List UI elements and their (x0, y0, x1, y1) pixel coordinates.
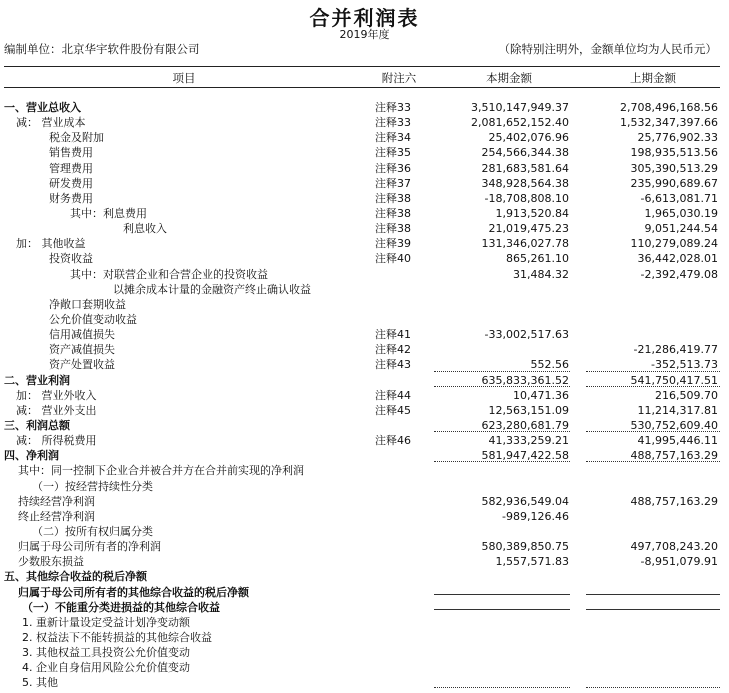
row-previous-amount: 25,776,902.33 (637, 131, 718, 145)
row-label: 2. 权益法下不能转损益的其他综合收益 (22, 630, 212, 644)
row-note-ref: 注释38 (375, 222, 411, 236)
table-row (0, 585, 729, 600)
row-label: 二、营业利润 (4, 373, 70, 387)
row-label: 3. 其他权益工具投资公允价值变动 (22, 646, 190, 660)
row-current-amount: 41,333,259.21 (488, 434, 569, 448)
row-note-ref: 注释38 (375, 206, 411, 220)
row-previous-amount: 36,442,028.01 (637, 252, 718, 266)
row-label: 净敞口套期收益 (49, 297, 126, 311)
row-current-amount: 131,346,027.78 (481, 237, 569, 251)
statement-title: 合并利润表 (309, 6, 420, 30)
row-label: 持续经营净利润 (18, 494, 95, 508)
table-row (0, 509, 729, 524)
row-label: 4. 企业自身信用风险公允价值变动 (22, 661, 190, 675)
row-current-amount: 581,947,422.58 (481, 449, 569, 463)
row-previous-amount: 305,390,513.29 (630, 161, 718, 175)
table-row (0, 327, 729, 342)
row-label: 其中：利息费用 (70, 206, 147, 220)
row-previous-amount: 11,214,317.81 (637, 403, 718, 417)
row-note-ref: 注释33 (375, 101, 411, 114)
row-note-ref: 注释35 (375, 146, 411, 160)
row-label: 资产处置收益 (49, 358, 115, 372)
header-bottom-rule (4, 87, 720, 88)
row-label: 减： 所得税费用 (16, 434, 97, 448)
column-header-previous: 上期金额 (630, 71, 676, 85)
blank-line-previous-1 (586, 594, 720, 595)
row-previous-amount: 235,990,689.67 (630, 176, 718, 190)
table-row (0, 660, 729, 675)
column-header-current: 本期金额 (486, 71, 532, 85)
table-row (0, 569, 729, 584)
statement-year: 2019年度 (339, 28, 390, 41)
table-row (0, 221, 729, 236)
row-current-amount: 552.56 (530, 358, 569, 372)
header-top-rule (4, 66, 720, 67)
table-row (0, 100, 729, 115)
operating-profit-rule-current (434, 386, 570, 387)
currency-note: （除特别注明外，金额单位均为人民币元） (498, 42, 717, 56)
row-label: 加： 营业外收入 (16, 388, 97, 402)
row-label: 以摊余成本计量的金融资产终止确认收益 (113, 282, 311, 296)
row-current-amount: 25,402,076.96 (488, 131, 569, 145)
row-label: 少数股东损益 (18, 555, 84, 569)
table-row (0, 388, 729, 403)
row-previous-amount: 488,757,163.29 (630, 449, 718, 463)
table-row (0, 282, 729, 297)
row-note-ref: 注释46 (375, 434, 411, 448)
table-row (0, 342, 729, 357)
income-statement-table (0, 100, 729, 690)
row-current-amount: 865,261.10 (506, 252, 569, 266)
column-header-item: 项目 (172, 71, 196, 85)
row-label: 五、其他综合收益的税后净额 (4, 570, 147, 584)
table-row (0, 554, 729, 569)
table-row (0, 145, 729, 160)
column-header-ref: 附注六 (381, 71, 417, 85)
row-label: 加： 其他收益 (16, 237, 86, 251)
table-row (0, 433, 729, 448)
table-row (0, 267, 729, 282)
bottom-rule-previous (586, 687, 720, 688)
row-current-amount: 281,683,581.64 (481, 161, 569, 175)
row-current-amount: 31,484.32 (513, 267, 569, 281)
table-row (0, 675, 729, 690)
row-note-ref: 注释43 (375, 358, 411, 372)
row-label: 减： 营业外支出 (16, 403, 97, 417)
row-note-ref: 注释39 (375, 237, 411, 251)
row-note-ref: 注释41 (375, 328, 411, 342)
row-previous-amount: -352,513.73 (651, 358, 718, 372)
row-current-amount: 254,566,344.38 (481, 146, 569, 160)
row-note-ref: 注释42 (375, 343, 411, 357)
table-row (0, 630, 729, 645)
row-previous-amount: 497,708,243.20 (630, 540, 718, 554)
table-row (0, 130, 729, 145)
row-previous-amount: 541,750,417.51 (630, 373, 718, 387)
row-current-amount: -18,708,808.10 (484, 191, 569, 205)
row-label: （一）按经营持续性分类 (32, 479, 153, 493)
row-current-amount: 623,280,681.79 (481, 418, 569, 432)
row-previous-amount: 110,279,089.24 (630, 237, 718, 251)
row-label: 减： 营业成本 (16, 116, 86, 130)
row-label: 管理费用 (49, 161, 93, 175)
row-label: 三、利润总额 (4, 418, 70, 432)
row-note-ref: 注释45 (375, 403, 411, 417)
row-label: 其中：对联营企业和合营企业的投资收益 (70, 267, 268, 281)
row-note-ref: 注释38 (375, 191, 411, 205)
row-note-ref: 注释34 (375, 131, 411, 145)
row-label: 财务费用 (49, 191, 93, 205)
row-current-amount: 635,833,361.52 (481, 373, 569, 387)
row-label: 资产减值损失 (49, 343, 115, 357)
row-label: 终止经营净利润 (18, 509, 95, 523)
row-note-ref: 注释36 (375, 161, 411, 175)
table-row (0, 539, 729, 554)
expense-rule-previous (586, 431, 720, 432)
table-row (0, 479, 729, 494)
table-row (0, 600, 729, 615)
row-current-amount: 348,928,564.38 (481, 176, 569, 190)
table-row (0, 463, 729, 478)
row-label: 其中：同一控制下企业合并被合并方在合并前实现的净利润 (18, 464, 304, 478)
row-label: 一、营业总收入 (4, 101, 81, 114)
row-previous-amount: 216,509.70 (655, 388, 718, 402)
row-current-amount: 12,563,151.09 (488, 403, 569, 417)
table-row (0, 615, 729, 630)
operating-profit-rule-previous (586, 386, 720, 387)
row-label: （一）不能重分类进损益的其他综合收益 (22, 600, 220, 614)
row-previous-amount: -2,392,479.08 (640, 267, 718, 281)
blank-line-current-2 (434, 609, 570, 610)
row-label: 四、净利润 (4, 449, 59, 463)
expense-rule-current (434, 431, 570, 432)
row-current-amount: 1,913,520.84 (495, 206, 569, 220)
row-previous-amount: 488,757,163.29 (630, 494, 718, 508)
row-label: 税金及附加 (49, 131, 104, 145)
row-label: 信用减值损失 (49, 328, 115, 342)
tax-rule-previous (586, 461, 720, 462)
reporting-entity: 编制单位：北京华宇软件股份有限公司 (4, 42, 200, 56)
row-current-amount: 3,510,147,949.37 (471, 101, 569, 114)
row-current-amount: 10,471.36 (513, 388, 569, 402)
row-previous-amount: -8,951,079.91 (640, 555, 718, 569)
table-row (0, 251, 729, 266)
row-previous-amount: 530,752,609.40 (630, 418, 718, 432)
row-label: 1. 重新计量设定受益计划净变动额 (22, 615, 190, 629)
row-label: 5. 其他 (22, 676, 58, 690)
row-current-amount: 21,019,475.23 (488, 222, 569, 236)
row-current-amount: -33,002,517.63 (484, 328, 569, 342)
row-current-amount: 2,081,652,152.40 (471, 116, 569, 130)
table-row (0, 176, 729, 191)
tax-rule-current (434, 461, 570, 462)
table-row (0, 206, 729, 221)
row-previous-amount: 1,532,347,397.66 (620, 116, 718, 130)
bottom-rule-current (434, 687, 570, 688)
row-note-ref: 注释37 (375, 176, 411, 190)
row-label: 公允价值变动收益 (49, 312, 137, 326)
row-note-ref: 注释33 (375, 116, 411, 130)
row-previous-amount: 2,708,496,168.56 (620, 101, 718, 114)
table-row (0, 494, 729, 509)
table-row (0, 236, 729, 251)
subtotal-rule-previous (586, 371, 720, 372)
row-current-amount: 1,557,571.83 (495, 555, 569, 569)
table-row (0, 297, 729, 312)
row-label: 投资收益 (49, 252, 93, 266)
table-row (0, 524, 729, 539)
table-row (0, 191, 729, 206)
row-previous-amount: -6,613,081.71 (640, 191, 718, 205)
row-note-ref: 注释40 (375, 252, 411, 266)
row-previous-amount: 41,995,446.11 (637, 434, 718, 448)
row-label: 销售费用 (49, 146, 93, 160)
row-label: 归属于母公司所有者的净利润 (18, 540, 161, 554)
subtotal-rule-current (434, 371, 570, 372)
table-row (0, 645, 729, 660)
table-row (0, 161, 729, 176)
row-label: 利息收入 (123, 222, 167, 236)
row-current-amount: 580,389,850.75 (481, 540, 569, 554)
row-note-ref: 注释44 (375, 388, 411, 402)
row-previous-amount: -21,286,419.77 (633, 343, 718, 357)
row-label: 研发费用 (49, 176, 93, 190)
table-row (0, 403, 729, 418)
row-label: （二）按所有权归属分类 (32, 524, 153, 538)
row-current-amount: 582,936,549.04 (481, 494, 569, 508)
row-previous-amount: 1,965,030.19 (644, 206, 718, 220)
blank-line-current-1 (434, 594, 570, 595)
row-previous-amount: 9,051,244.54 (644, 222, 718, 236)
row-current-amount: -989,126.46 (502, 509, 569, 523)
table-row (0, 312, 729, 327)
row-label: 归属于母公司所有者的其他综合收益的税后净额 (18, 585, 249, 599)
table-row (0, 115, 729, 130)
row-previous-amount: 198,935,513.56 (630, 146, 718, 160)
blank-line-previous-2 (586, 609, 720, 610)
